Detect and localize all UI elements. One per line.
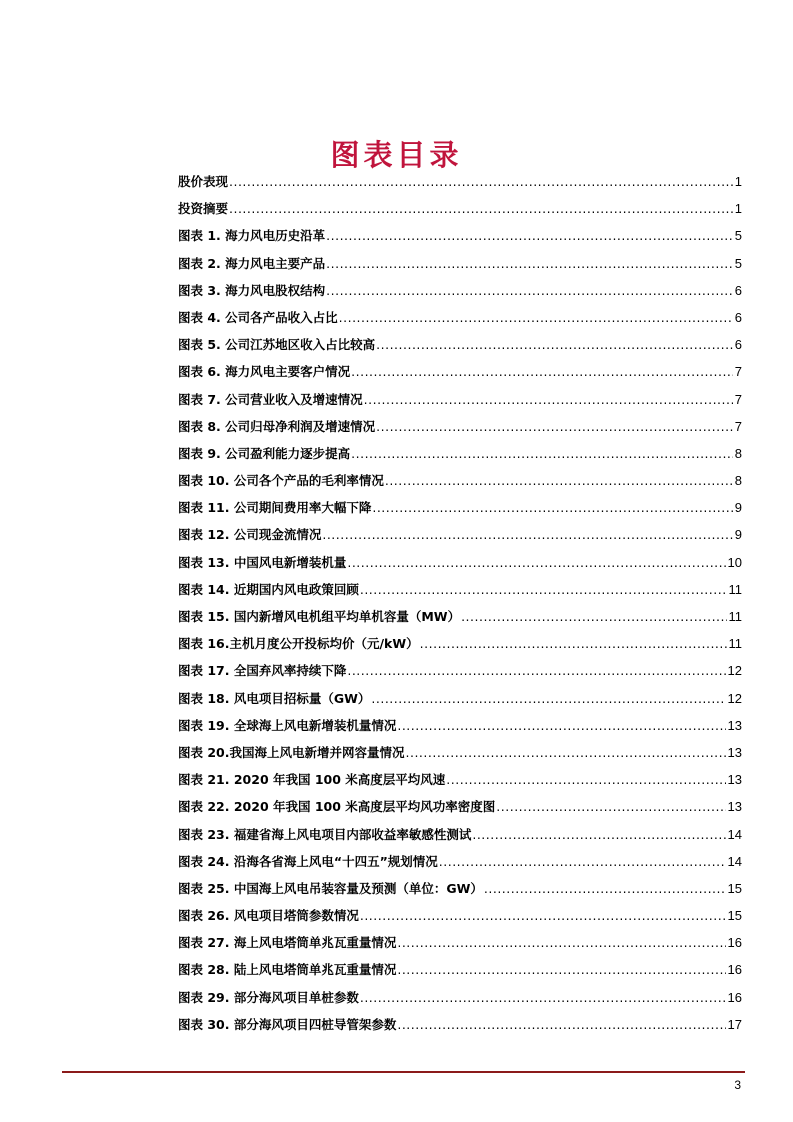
toc-entry[interactable] bbox=[178, 929, 742, 956]
toc-entry-label: 图表 23. 福建省海上风电项目内部收益率敏感性测试 bbox=[178, 826, 472, 842]
toc-entry[interactable] bbox=[178, 821, 742, 848]
toc-dot-leader bbox=[351, 358, 733, 385]
toc-entry-page-number: 7 bbox=[734, 418, 742, 434]
toc-dot-leader bbox=[472, 821, 725, 848]
toc-dot-leader bbox=[461, 603, 726, 630]
toc-entry[interactable] bbox=[178, 685, 742, 712]
toc-entry-page-number: 5 bbox=[734, 255, 742, 271]
toc-dot-leader bbox=[397, 712, 725, 739]
toc-dot-leader bbox=[397, 956, 725, 983]
toc-entry[interactable] bbox=[178, 358, 742, 385]
toc-dot-leader bbox=[326, 222, 733, 249]
toc-entry-page-number: 8 bbox=[734, 473, 742, 489]
toc-dot-leader bbox=[347, 549, 725, 576]
toc-dot-leader bbox=[347, 657, 725, 684]
toc-entry-label: 图表 19. 全球海上风电新增装机量情况 bbox=[178, 717, 397, 733]
toc-entry-label: 图表 14. 近期国内风电政策回顾 bbox=[178, 581, 359, 597]
toc-entry-page-number: 9 bbox=[734, 500, 742, 516]
toc-entry-label: 图表 26. 风电项目塔筒参数情况 bbox=[178, 908, 359, 924]
toc-entry-label: 图表 2. 海力风电主要产品 bbox=[178, 255, 326, 271]
toc-entry[interactable] bbox=[178, 576, 742, 603]
toc-entry-page-number: 6 bbox=[734, 337, 742, 353]
toc-dot-leader bbox=[351, 440, 733, 467]
toc-dot-leader bbox=[420, 630, 727, 657]
toc-dot-leader bbox=[385, 467, 733, 494]
toc-dot-leader bbox=[439, 848, 726, 875]
toc-entry-page-number: 11 bbox=[728, 636, 742, 652]
toc-entry[interactable] bbox=[178, 250, 742, 277]
toc-entry-page-number: 11 bbox=[728, 609, 742, 624]
toc-entry-label: 投资摘要 bbox=[178, 201, 229, 217]
toc-entry-page-number: 16 bbox=[727, 962, 742, 978]
page-title: 图表目录 bbox=[330, 138, 463, 173]
toc-entry-page-number: 15 bbox=[727, 880, 742, 896]
toc-entry-label: 图表 17. 全国弃风率持续下降 bbox=[178, 663, 347, 679]
toc-entry[interactable] bbox=[178, 793, 742, 820]
toc-entry[interactable] bbox=[178, 222, 742, 249]
toc-dot-leader bbox=[322, 521, 732, 548]
toc-entry-label: 图表 9. 公司盈利能力逐步提高 bbox=[178, 445, 351, 461]
toc-entry-page-number: 17 bbox=[727, 1016, 742, 1032]
toc-dot-leader bbox=[376, 331, 733, 358]
toc-entry-page-number: 16 bbox=[727, 935, 742, 951]
toc-entry-label: 图表 5. 公司江苏地区收入占比较高 bbox=[178, 337, 376, 353]
toc-entry-page-number: 13 bbox=[727, 744, 742, 760]
toc-entry-label: 图表 29. 部分海风项目单桩参数 bbox=[178, 989, 359, 1005]
toc-entry[interactable] bbox=[178, 766, 742, 793]
toc-dot-leader bbox=[229, 195, 733, 222]
toc-entry[interactable] bbox=[178, 603, 742, 630]
toc-dot-leader bbox=[372, 494, 732, 521]
toc-entry-label: 图表 15. 国内新增风电机组平均单机容量（MW） bbox=[178, 609, 461, 624]
toc-entry-page-number: 13 bbox=[727, 717, 742, 733]
table-of-contents bbox=[178, 168, 742, 1038]
toc-entry[interactable] bbox=[178, 413, 742, 440]
toc-entry[interactable] bbox=[178, 549, 742, 576]
toc-entry[interactable] bbox=[178, 875, 742, 902]
toc-dot-leader bbox=[484, 875, 726, 902]
toc-entry[interactable] bbox=[178, 712, 742, 739]
toc-entry-page-number: 1 bbox=[734, 174, 742, 189]
toc-entry-label: 图表 13. 中国风电新增装机量 bbox=[178, 554, 347, 570]
toc-dot-leader bbox=[371, 685, 725, 712]
toc-entry-label: 图表 10. 公司各个产品的毛利率情况 bbox=[178, 473, 384, 489]
toc-entry-label: 股价表现 bbox=[178, 174, 229, 189]
toc-entry-page-number: 6 bbox=[734, 309, 742, 325]
toc-entry-label: 图表 6. 海力风电主要客户情况 bbox=[178, 364, 351, 380]
toc-entry-page-number: 5 bbox=[734, 228, 742, 244]
toc-entry-label: 图表 8. 公司归母净利润及增速情况 bbox=[178, 418, 376, 434]
toc-entry[interactable] bbox=[178, 195, 742, 222]
toc-entry-page-number: 11 bbox=[728, 581, 742, 597]
toc-entry-page-number: 12 bbox=[727, 690, 742, 706]
toc-dot-leader bbox=[364, 386, 733, 413]
toc-entry[interactable] bbox=[178, 956, 742, 983]
toc-entry[interactable] bbox=[178, 168, 742, 195]
toc-dot-leader bbox=[397, 929, 725, 956]
toc-entry[interactable] bbox=[178, 277, 742, 304]
toc-entry[interactable] bbox=[178, 467, 742, 494]
toc-entry-page-number: 12 bbox=[727, 663, 742, 679]
toc-entry[interactable] bbox=[178, 304, 742, 331]
toc-entry-page-number: 10 bbox=[727, 554, 742, 570]
toc-entry[interactable] bbox=[178, 848, 742, 875]
toc-entry-label: 图表 18. 风电项目招标量（GW） bbox=[178, 690, 371, 706]
toc-dot-leader bbox=[229, 168, 733, 195]
toc-dot-leader bbox=[376, 413, 733, 440]
toc-entry-page-number: 7 bbox=[734, 391, 742, 407]
toc-entry[interactable] bbox=[178, 630, 742, 657]
toc-entry-page-number: 13 bbox=[727, 799, 742, 815]
toc-dot-leader bbox=[397, 1011, 725, 1038]
toc-entry-page-number: 14 bbox=[727, 826, 742, 842]
toc-entry-label: 图表 22. 2020 年我国 100 米高度层平均风功率密度图 bbox=[178, 799, 496, 815]
toc-entry-label: 图表 28. 陆上风电塔筒单兆瓦重量情况 bbox=[178, 962, 397, 978]
toc-entry-label: 图表 20.我国海上风电新增并网容量情况 bbox=[178, 744, 405, 760]
toc-entry-label: 图表 12. 公司现金流情况 bbox=[178, 527, 322, 543]
toc-entry[interactable] bbox=[178, 331, 742, 358]
toc-dot-leader bbox=[360, 576, 727, 603]
toc-entry[interactable] bbox=[178, 902, 742, 929]
toc-entry-page-number: 6 bbox=[734, 282, 742, 298]
toc-entry[interactable] bbox=[178, 521, 742, 548]
toc-entry[interactable] bbox=[178, 984, 742, 1011]
toc-entry[interactable] bbox=[178, 386, 742, 413]
toc-entry-page-number: 16 bbox=[727, 989, 742, 1005]
toc-entry-page-number: 15 bbox=[727, 908, 742, 924]
toc-dot-leader bbox=[360, 902, 726, 929]
toc-entry-label: 图表 24. 沿海各省海上风电“十四五”规划情况 bbox=[178, 853, 438, 869]
toc-entry-label: 图表 11. 公司期间费用率大幅下降 bbox=[178, 500, 372, 516]
toc-entry[interactable] bbox=[178, 494, 742, 521]
toc-entry[interactable] bbox=[178, 1011, 742, 1038]
toc-entry-label: 图表 25. 中国海上风电吊装容量及预测（单位：GW） bbox=[178, 880, 483, 896]
toc-entry-label: 图表 4. 公司各产品收入占比 bbox=[178, 309, 338, 325]
page-number: 3 bbox=[734, 1078, 741, 1092]
toc-entry[interactable] bbox=[178, 739, 742, 766]
toc-entry[interactable] bbox=[178, 657, 742, 684]
toc-dot-leader bbox=[326, 250, 733, 277]
footer-divider bbox=[62, 1071, 745, 1073]
toc-entry-page-number: 9 bbox=[734, 527, 742, 543]
toc-entry-page-number: 14 bbox=[727, 853, 742, 869]
toc-entry-label: 图表 30. 部分海风项目四桩导管架参数 bbox=[178, 1016, 397, 1032]
toc-entry[interactable] bbox=[178, 440, 742, 467]
toc-entry-label: 图表 16.主机月度公开投标均价（元/kW） bbox=[178, 636, 419, 652]
toc-entry-page-number: 13 bbox=[727, 772, 742, 788]
toc-entry-page-number: 1 bbox=[734, 201, 742, 217]
toc-entry-label: 图表 1. 海力风电历史沿革 bbox=[178, 228, 326, 244]
toc-dot-leader bbox=[326, 277, 733, 304]
toc-dot-leader bbox=[406, 739, 726, 766]
toc-entry-page-number: 7 bbox=[734, 364, 742, 380]
toc-entry-label: 图表 7. 公司营业收入及增速情况 bbox=[178, 391, 363, 407]
toc-entry-label: 图表 3. 海力风电股权结构 bbox=[178, 282, 326, 298]
toc-entry-page-number: 8 bbox=[734, 445, 742, 461]
toc-dot-leader bbox=[496, 793, 725, 820]
toc-entry-label: 图表 27. 海上风电塔筒单兆瓦重量情况 bbox=[178, 935, 397, 951]
toc-dot-leader bbox=[339, 304, 733, 331]
toc-dot-leader bbox=[446, 766, 725, 793]
toc-dot-leader bbox=[360, 984, 726, 1011]
toc-entry-label: 图表 21. 2020 年我国 100 米高度层平均风速 bbox=[178, 772, 446, 788]
